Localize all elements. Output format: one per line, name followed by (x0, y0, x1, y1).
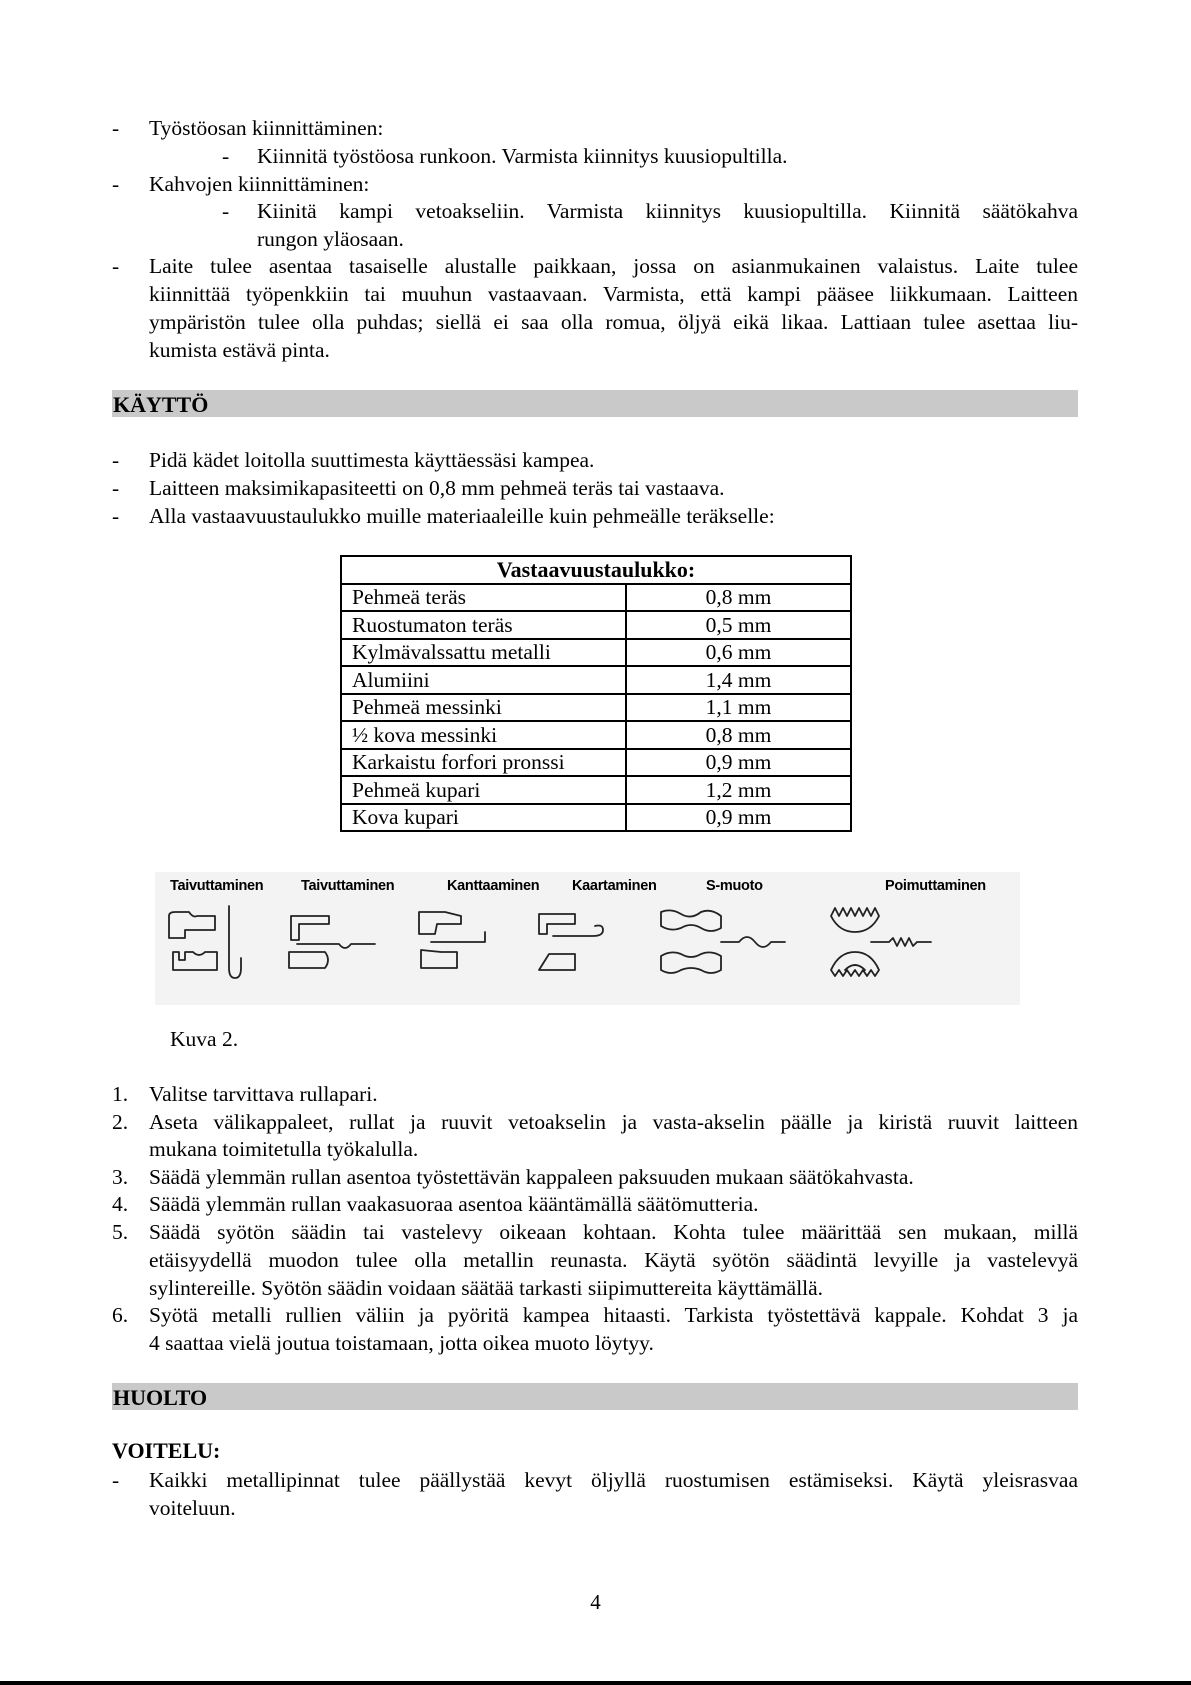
s-shape (661, 910, 785, 973)
step-text: Syötä metalli rullien väliin ja pyöritä kampea hitaasti. Tarkista työstettävä kappale. Kohdat 3 ja (149, 1303, 1078, 1327)
thickness-cell: 1,1 mm (626, 694, 851, 722)
bullet-dash: - (112, 172, 120, 196)
intro-item-2: Kahvojen kiinnittäminen: (149, 172, 370, 196)
voitelu-text: voiteluun. (149, 1496, 236, 1520)
intro-item-1: Työstöosan kiinnittäminen: (149, 116, 384, 140)
figure-caption: Kaartaminen (572, 878, 657, 894)
bending-shape-2 (289, 916, 375, 968)
table-row (341, 639, 851, 667)
step-text: etäisyydellä muodon tulee olla metallin reunasta. Käytä syötön säädintä levyille ja vastelevyä (149, 1248, 1078, 1272)
bullet-dash: - (112, 116, 120, 140)
kaytto-item: Laitteen maksimikapasiteetti on 0,8 mm pehmeä teräs tai vastaava. (149, 476, 725, 500)
table-title: Vastaavuustaulukko: (341, 556, 851, 584)
step-number: 3. (112, 1165, 129, 1189)
thickness-cell: 0,6 mm (626, 639, 851, 667)
material-cell: Pehmeä kupari (341, 776, 626, 804)
step-text: Aseta välikappaleet, rullat ja ruuvit vetoakselin ja vasta-akselin päälle ja kiristä ruuvit laitteen (149, 1110, 1078, 1134)
intro-item-2-sub-line2: rungon yläosaan. (257, 227, 404, 251)
intro-item-3-line: kumista estävä pinta. (149, 338, 330, 362)
voitelu-text: Kaikki metallipinnat tulee päällystää kevyt öljyllä ruostumisen estämiseksi. Käytä yleisrasvaa (149, 1468, 1078, 1492)
thickness-cell: 0,8 mm (626, 721, 851, 749)
table-row (341, 749, 851, 777)
thickness-cell: 0,9 mm (626, 749, 851, 777)
kaytto-item: Pidä kädet loitolla suuttimesta käyttäessäsi kampea. (149, 448, 595, 472)
step-text: Säädä syötön säädin tai vastelevy oikeaan kohtaan. Kohta tulee määrittää sen mukaan, millä (149, 1220, 1078, 1244)
material-cell: Alumiini (341, 666, 626, 694)
crimping-shape (831, 908, 931, 976)
material-cell: Kova kupari (341, 804, 626, 832)
table-row (341, 584, 851, 612)
forming-shapes-figure (155, 872, 1020, 1005)
step-text: Valitse tarvittava rullapari. (149, 1082, 378, 1106)
voitelu-heading: VOITELU: (112, 1438, 221, 1463)
equivalence-table (340, 555, 852, 832)
flanging-shape (419, 912, 485, 968)
bullet-dash: - (112, 448, 120, 472)
bullet-dash: - (112, 476, 120, 500)
step-number: 1. (112, 1082, 129, 1106)
thickness-cell: 0,8 mm (626, 584, 851, 612)
step-number: 6. (112, 1303, 129, 1327)
section-heading-kaytto: KÄYTTÖ (112, 390, 1078, 417)
figure-label: Kuva 2. (170, 1027, 239, 1051)
page-number: 4 (590, 1590, 601, 1614)
intro-item-3-line: ympäristön tulee olla puhdas; siellä ei saa olla romua, öljyä eikä likaa. Lattiaan tulee asettaa liu- (149, 310, 1078, 334)
table-row (341, 776, 851, 804)
table-row (341, 804, 851, 832)
figure-caption: Kanttaaminen (447, 878, 540, 894)
bending-shape-1 (169, 906, 241, 978)
kaytto-item: Alla vastaavuustaulukko muille materiaaleille kuin pehmeälle teräkselle: (149, 504, 775, 528)
material-cell: Pehmeä messinki (341, 694, 626, 722)
material-cell: Ruostumaton teräs (341, 611, 626, 639)
intro-item-3-line: kiinnittää työpenkkiin tai muuhun vastaavaan. Varmista, että kampi pääsee liikkumaan. Laitteen (149, 282, 1078, 306)
step-text: Säädä ylemmän rullan vaakasuoraa asentoa kääntämällä säätömutteria. (149, 1192, 759, 1216)
step-number: 5. (112, 1220, 129, 1244)
bullet-dash: - (222, 199, 230, 223)
thickness-cell: 1,2 mm (626, 776, 851, 804)
step-text: mukana toimitetulla työkalulla. (149, 1137, 419, 1161)
step-number: 4. (112, 1192, 129, 1216)
table-row (341, 694, 851, 722)
thickness-cell: 1,4 mm (626, 666, 851, 694)
curling-shape (539, 914, 603, 970)
table-row (341, 611, 851, 639)
material-cell: Pehmeä teräs (341, 584, 626, 612)
bullet-dash: - (112, 1468, 120, 1492)
bullet-dash: - (112, 254, 120, 278)
material-cell: Kylmävalssattu metalli (341, 639, 626, 667)
page-bottom-border (0, 1681, 1191, 1685)
material-cell: Karkaistu forfori pronssi (341, 749, 626, 777)
figure-caption: S-muoto (706, 878, 763, 894)
thickness-cell: 0,9 mm (626, 804, 851, 832)
intro-item-2-sub-line1: Kiinitä kampi vetoakseliin. Varmista kiinnitys kuusiopultilla. Kiinnitä säätökahva (257, 199, 1078, 223)
bullet-dash: - (222, 144, 230, 168)
bullet-dash: - (112, 504, 120, 528)
table-row (341, 721, 851, 749)
step-text: sylintereille. Syötön säädin voidaan säätää tarkasti siipimuttereita käyttämällä. (149, 1276, 824, 1300)
step-number: 2. (112, 1110, 129, 1134)
figure-caption: Poimuttaminen (885, 878, 986, 894)
step-text: 4 saattaa vielä joutua toistamaan, jotta oikea muoto löytyy. (149, 1331, 654, 1355)
intro-item-1-sub: Kiinnitä työstöosa runkoon. Varmista kiinnitys kuusiopultilla. (257, 144, 788, 168)
thickness-cell: 0,5 mm (626, 611, 851, 639)
figure-caption: Taivuttaminen (170, 878, 264, 894)
material-cell: ½ kova messinki (341, 721, 626, 749)
figure-caption: Taivuttaminen (301, 878, 395, 894)
table-row (341, 666, 851, 694)
section-heading-huolto: HUOLTO (112, 1383, 1078, 1410)
intro-item-3-line: Laite tulee asentaa tasaiselle alustalle paikkaan, jossa on asianmukainen valaistus. Laite tulee (149, 254, 1078, 278)
step-text: Säädä ylemmän rullan asentoa työstettävän kappaleen paksuuden mukaan säätökahvasta. (149, 1165, 914, 1189)
